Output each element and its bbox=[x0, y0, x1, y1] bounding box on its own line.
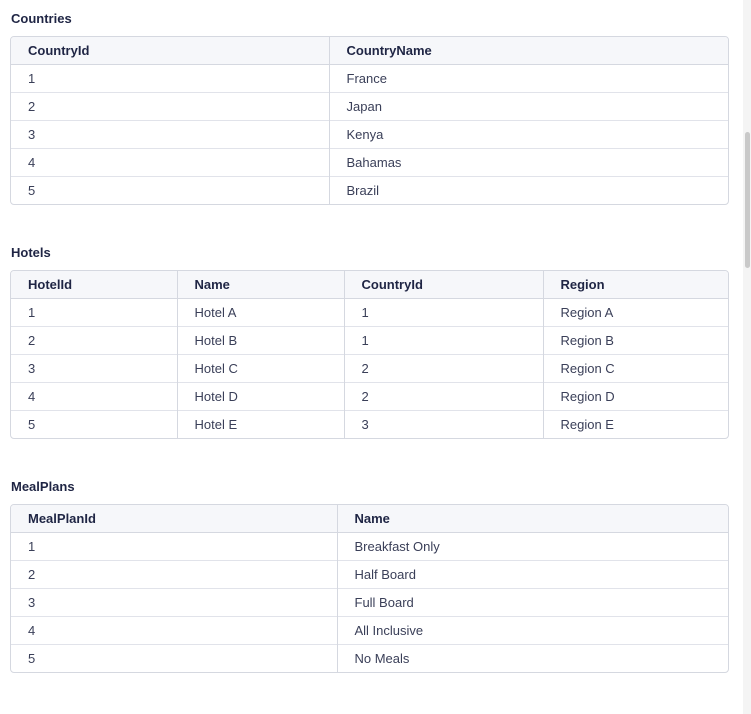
countries-title: Countries bbox=[11, 11, 72, 26]
table-cell: 1 bbox=[28, 71, 36, 86]
column-header: CountryId bbox=[344, 271, 543, 299]
table-header-row bbox=[11, 37, 728, 65]
table-row bbox=[11, 411, 728, 439]
table-cell: Brazil bbox=[329, 177, 728, 205]
column-header: Name bbox=[177, 271, 344, 299]
column-header: Name bbox=[337, 505, 728, 533]
table-cell: Region A bbox=[543, 299, 728, 327]
table-cell: Hotel A bbox=[177, 299, 344, 327]
table-cell: 2 bbox=[344, 355, 543, 383]
table-cell: France bbox=[329, 65, 728, 93]
hotels-table bbox=[10, 270, 729, 439]
table-row bbox=[11, 299, 728, 327]
table-cell: 2 bbox=[11, 561, 337, 589]
column-header: HotelId bbox=[11, 271, 177, 299]
table-cell: Half Board bbox=[337, 561, 728, 589]
table-cell: No Meals bbox=[337, 645, 728, 673]
table-cell: 5 bbox=[11, 411, 177, 439]
table-cell: Hotel B bbox=[177, 327, 344, 355]
table-row bbox=[11, 383, 728, 411]
table-cell: 4 bbox=[11, 149, 329, 177]
table-cell: Hotel C bbox=[177, 355, 344, 383]
table-cell: Hotel D bbox=[177, 383, 344, 411]
table-cell: 5 bbox=[11, 645, 337, 673]
column-header: MealPlanId bbox=[11, 505, 337, 533]
table-row bbox=[11, 93, 728, 121]
mealplans-title: MealPlans bbox=[11, 479, 75, 494]
table-cell: Region B bbox=[543, 327, 728, 355]
table-cell: 5 bbox=[11, 177, 329, 205]
table-cell: 3 bbox=[11, 589, 337, 617]
table-row bbox=[11, 617, 728, 645]
table-cell: 4 bbox=[11, 383, 177, 411]
table-cell: 3 bbox=[11, 121, 329, 149]
table-row bbox=[11, 355, 728, 383]
mealplans-table bbox=[10, 504, 729, 673]
table-row bbox=[11, 533, 728, 561]
hotels-title: Hotels bbox=[11, 245, 51, 260]
table-row bbox=[11, 645, 728, 673]
table-cell: Kenya bbox=[329, 121, 728, 149]
table-cell: Japan bbox=[329, 93, 728, 121]
table-cell: 2 bbox=[11, 327, 177, 355]
table-row bbox=[11, 327, 728, 355]
table-row bbox=[11, 65, 728, 93]
table-cell: 2 bbox=[11, 93, 329, 121]
table-cell: 1 bbox=[28, 539, 36, 554]
table-cell: Breakfast Only bbox=[337, 533, 728, 561]
table-cell: Region D bbox=[543, 383, 728, 411]
table-cell: 1 bbox=[344, 299, 543, 327]
table-cell: 3 bbox=[11, 355, 177, 383]
table-header-row bbox=[11, 271, 728, 299]
countries-table bbox=[10, 36, 729, 205]
table-cell: All Inclusive bbox=[337, 617, 728, 645]
scrollbar-thumb[interactable] bbox=[745, 132, 750, 268]
vertical-scrollbar[interactable] bbox=[743, 0, 751, 714]
table-cell: 3 bbox=[344, 411, 543, 439]
table-row bbox=[11, 589, 728, 617]
table-row bbox=[11, 177, 728, 205]
table-cell: 1 bbox=[344, 327, 543, 355]
table-cell: Hotel E bbox=[177, 411, 344, 439]
column-header: Region bbox=[543, 271, 728, 299]
table-row bbox=[11, 121, 728, 149]
table-row bbox=[11, 561, 728, 589]
table-cell: 4 bbox=[11, 617, 337, 645]
table-header-row bbox=[11, 505, 728, 533]
column-header: CountryName bbox=[329, 37, 728, 65]
table-cell: Region E bbox=[543, 411, 728, 439]
table-cell: 1 bbox=[28, 305, 36, 320]
table-cell: Region C bbox=[543, 355, 728, 383]
table-row bbox=[11, 149, 728, 177]
table-cell: 2 bbox=[344, 383, 543, 411]
column-header: CountryId bbox=[11, 37, 329, 65]
table-cell: Bahamas bbox=[329, 149, 728, 177]
table-cell: Full Board bbox=[337, 589, 728, 617]
